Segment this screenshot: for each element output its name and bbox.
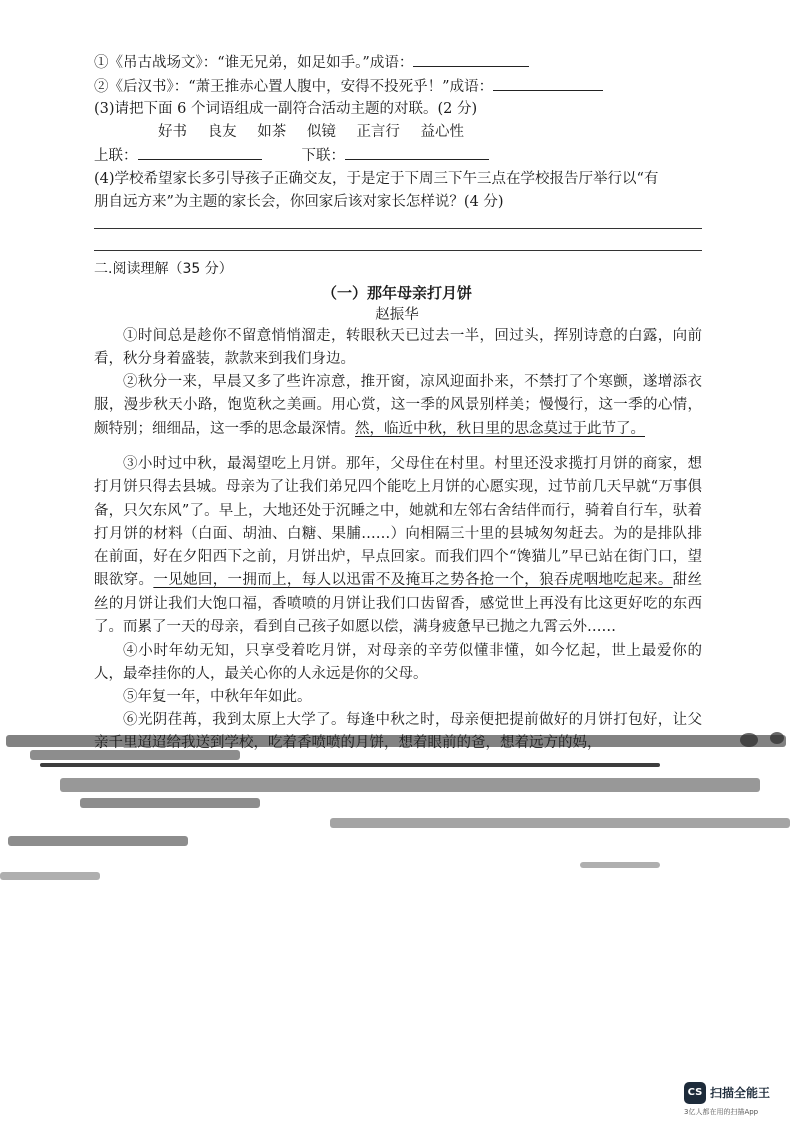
couplet-answer-row: [94, 145, 489, 167]
idiom-question-2-text: ②《后汉书》：“萧王推赤心置人腹中，安得不投死乎！”成语：: [94, 79, 494, 95]
paragraph-1: ①时间总是趁你不留意悄悄溜走，转眼秋天已过去一半，回过头，挥别诗意的白露，向前看，秋分身着盛装，款款来到我们身边。: [94, 328, 702, 368]
upper-couplet-blank[interactable]: [138, 145, 262, 160]
lower-couplet-label: 下联：: [301, 148, 345, 164]
answer-blank[interactable]: [413, 52, 529, 67]
lower-couplet-blank[interactable]: [345, 145, 489, 160]
paragraph-3-text: ③小时过中秋，最渴望吃上月饼。那年，父母住在村里。村里还没求揽打月饼的商家，想打月饼只得去县城。母亲为了让我们弟兄四个能吃上月饼的心愿实现，过节前几天早就“万事俱备，只欠东风”了。早上，大地还处于沉睡之中，她就和左邻右舍结伴而行，骑着自行车，驮着打月饼的材料（白面、胡油、白糖、果脯……）向相隔三十里的县城匆匆赶去。为的是排队排在前面，好在夕阳西下之前，月饼出炉，早点回家。而我们四个“馋猫儿”早已站在街门口，望眼欲穿。: [94, 456, 702, 589]
word-item: 益心性: [420, 124, 465, 140]
paragraph-6: ⑥光阴荏苒，我到太原上大学了。每逢中秋之时，母亲便把提前做好的月饼打包好，让父: [123, 712, 702, 728]
question-4-prompt-line1: (4)学校希望家长多引导孩子正确交友，于是定于下周三下午三点在学校报告厅举行以“有: [94, 171, 659, 187]
word-item: 如茶: [257, 124, 287, 140]
section-heading: 二.阅读理解（35 分）: [94, 261, 233, 277]
scanner-logo-icon: CS: [684, 1082, 706, 1104]
word-item: 正言行: [356, 124, 400, 140]
paragraph-2-text: ②秋分一来，早晨又多了些许凉意，推开窗，凉风迎面扑来，不禁打了个寒颤，遂增添衣服，漫步秋天小路，饱览秋之美画。用心赏，这一季的风景别样美；慢慢行，这一季的心情，颇特别；细细品，这一季的思念最深情。: [94, 374, 702, 437]
word-item: 良友: [207, 124, 237, 140]
idiom-question-2: [94, 76, 603, 98]
idiom-question-1: [94, 52, 529, 74]
paragraph-3-underlined: 一见她回，一拥而上，每人以迅雷不及掩耳之势各抢一个，狼吞虎咽地吃起来。: [153, 572, 673, 589]
paragraph-3: [94, 453, 702, 639]
question-3-prompt: (3)请把下面 6 个词语组成一副符合活动主题的对联。(2 分): [94, 101, 478, 117]
scanner-tagline: 3亿人都在用的扫描App: [684, 1108, 759, 1116]
passage-title: （一）那年母亲打月饼: [321, 284, 472, 302]
paragraph-3-text-end: 甜丝丝的月饼让我们大饱口福，香喷喷的月饼让我们口齿留香，感觉世上再没有比这更好吃的东西了。而累了一天的母亲，看到自己孩子如愿以偿，满身疲惫早已抛之九霄云外……: [94, 572, 703, 636]
scanner-brand-name: 扫描全能王: [710, 1086, 771, 1100]
answer-line[interactable]: [94, 250, 702, 251]
word-item: 好书: [158, 124, 187, 140]
idiom-question-1-text: ①《吊古战场文》：“谁无兄弟，如足如手。”成语：: [94, 55, 414, 71]
paragraph-2: [94, 371, 702, 441]
paragraph-2-underlined: 然，临近中秋，秋日里的思念莫过于此节了。: [355, 420, 645, 437]
answer-line[interactable]: [94, 228, 702, 229]
question-4-prompt-line2: 朋自远方来”为主题的家长会，你回家后该对家长怎样说？(4 分): [94, 194, 504, 210]
answer-blank[interactable]: [493, 76, 603, 91]
couplet-word-list: [158, 121, 480, 143]
paragraph-4: ④小时年幼无知，只享受着吃月饼，对母亲的辛劳似懂非懂，如今忆起，世上最爱你的人，最牵挂你的人，最关心你的人永远是你的父母。: [94, 643, 702, 683]
scanner-watermark: [684, 1082, 788, 1118]
word-item: 似镜: [306, 124, 336, 140]
paragraph-5: ⑤年复一年，中秋年年如此。: [123, 689, 312, 705]
passage-author: 赵振华: [375, 307, 419, 323]
upper-couplet-label: 上联：: [94, 148, 138, 164]
